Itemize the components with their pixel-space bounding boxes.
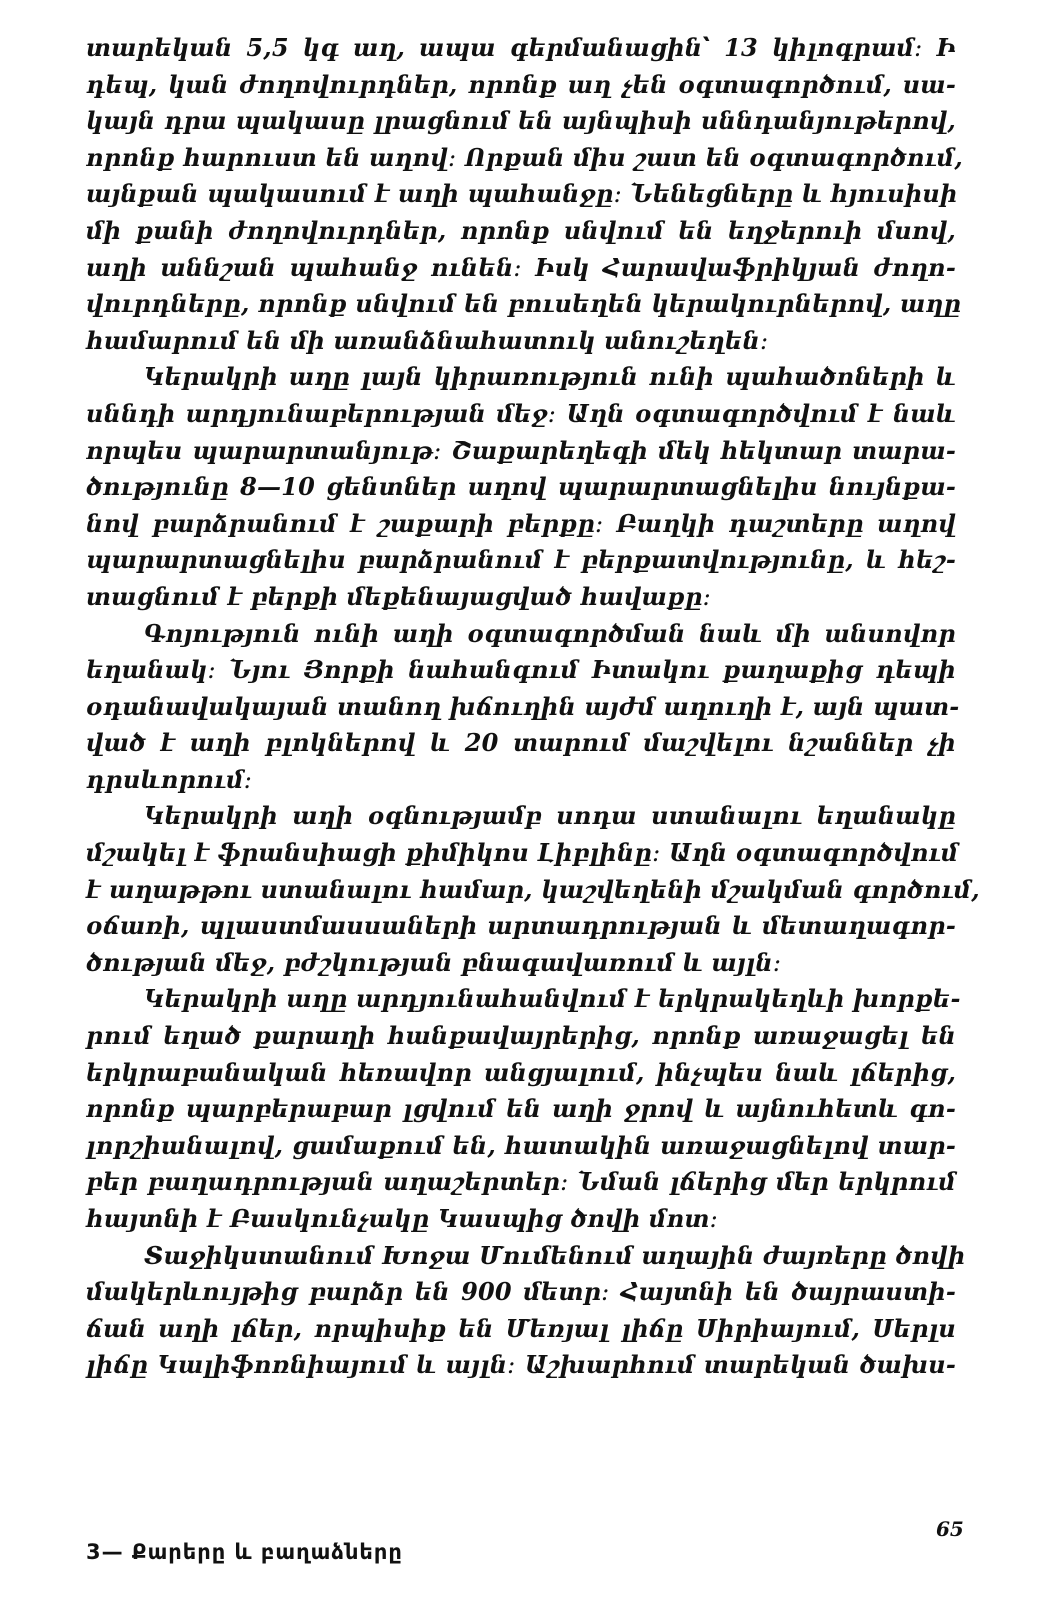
paragraph-start-line: Կերակրի աղը արդյունահանվում է երկրակեղևի խորքե- (144, 984, 961, 1014)
text-line: երկրաբանական հեռավոր անցյալում, ինչպես նաև լճերից, (86, 1057, 956, 1087)
text-line: դեպ, կան ժողովուրդներ, որոնք աղ չեն օգտագործում, սա- (86, 69, 956, 99)
text-line: ճան աղի լճեր, որպիսիք են Մեռյալ լիճը Սիրիայում, Սերլս (86, 1313, 956, 1343)
text-line: սննդի արդյունաբերության մեջ։ Աղն օգտագործվում է նաև (86, 398, 956, 428)
paragraph-start-line: Կերակրի աղի օգնությամբ սոդա ստանալու եղանակը (144, 801, 956, 831)
text-line: տացնում է բերքի մեքենայացված հավաքը։ (86, 581, 712, 611)
page-number: 65 (936, 1517, 964, 1541)
paragraph-start-line: Գոյություն ունի աղի օգտագործման նաև մի անսովոր (144, 618, 956, 648)
paragraph-start-line: Կերակրի աղը լայն կիրառություն ունի պահածոների և (144, 362, 956, 392)
text-line: տարեկան 5,5 կգ աղ, ապա գերմանացին՝ 13 կիլոգրամ։ Ի (86, 33, 956, 62)
page-body (86, 30, 980, 1384)
text-line: աղի աննշան պահանջ ունեն։ Իսկ Հարավաֆրիկյան ժողո- (86, 252, 956, 282)
text-line: է աղաթթու ստանալու համար, կաշվեղենի մշակման գործում, (86, 874, 980, 904)
text-line: մակերևույթից բարձր են 900 մետր։ Հայտնի են ծայրաստի- (86, 1277, 956, 1307)
text-line: ծությունը 8—10 ցենտներ աղով պարարտացնելիս նույնքա- (86, 472, 956, 502)
text-line: հայտնի է Բասկունչակը Կասպից ծովի մոտ։ (86, 1204, 719, 1233)
text-line: համարում են մի առանձնահատուկ անուշեղեն։ (86, 325, 769, 355)
text-line: նով բարձրանում է շաքարի բերքը։ Բաղկի դաշտերը աղով (86, 508, 956, 538)
text-line: դրսևորում։ (86, 764, 253, 794)
text-line: օճառի, պլաստմասսաների արտադրության և մետաղագոր- (86, 911, 956, 941)
text-line: ծության մեջ, բժշկության բնագավառում և այլն։ (86, 947, 782, 977)
text-line: րում եղած քարաղի հանքավայրերից, որոնք առաջացել են (86, 1021, 956, 1051)
text-line: կայն դրա պակասը լրացնում են այնպիսի սննդանյութերով, (86, 106, 956, 136)
text-line: բեր բաղադրության աղաշերտեր։ Նման լճերից մեր երկրում (86, 1167, 956, 1197)
text-line: լորշիանալով, ցամաքում են, հատակին առաջացնելով տար- (86, 1130, 956, 1160)
paragraph-start-line: Տաջիկստանում Խոջա Մումենում աղային ժայռերը ծովի (144, 1240, 966, 1270)
text-line: մշակել է ֆրանսիացի քիմիկոս Լիբլինը։ Աղն օգտագործվում (86, 838, 959, 868)
text-line: որոնք հարուստ են աղով։ Որքան միս շատ են օգտագործում, (86, 142, 963, 172)
text-line: այնքան պակասում է աղի պահանջը։ Նենեցները և հյուսիսի (86, 179, 958, 209)
text-line: պարարտացնելիս բարձրանում է բերքատվությունը, և հեշ- (86, 545, 956, 575)
text-line: վուրդները, որոնք սնվում են բուսեղեն կերակուրներով, աղը (86, 289, 962, 319)
footer-signature: 3— Քարերը և բաղաձները (86, 1540, 403, 1564)
text-line: եղանակ։ Նյու Յորքի նահանգում Իտակու քաղաքից դեպի (86, 655, 956, 685)
text-line: որոնք պարբերաբար լցվում են աղի ջրով և այնուհետև գո- (86, 1094, 956, 1124)
text-line: լիճը Կալիֆոռնիայում և այլն։ Աշխարհում տարեկան ծախս- (86, 1350, 956, 1380)
text-line: օդանավակայան տանող խճուղին այժմ աղուղի է, այն պատ- (86, 691, 960, 721)
text-line: ված է աղի բլոկներով և 20 տարում մաշվելու նշաններ չի (86, 728, 956, 758)
text-line: մի քանի ժողովուրդներ, որոնք սնվում են եղջերուի մսով, (86, 215, 956, 245)
text-line: որպես պարարտանյութ։ Շաքարեղեգի մեկ հեկտար տարա- (86, 435, 956, 465)
